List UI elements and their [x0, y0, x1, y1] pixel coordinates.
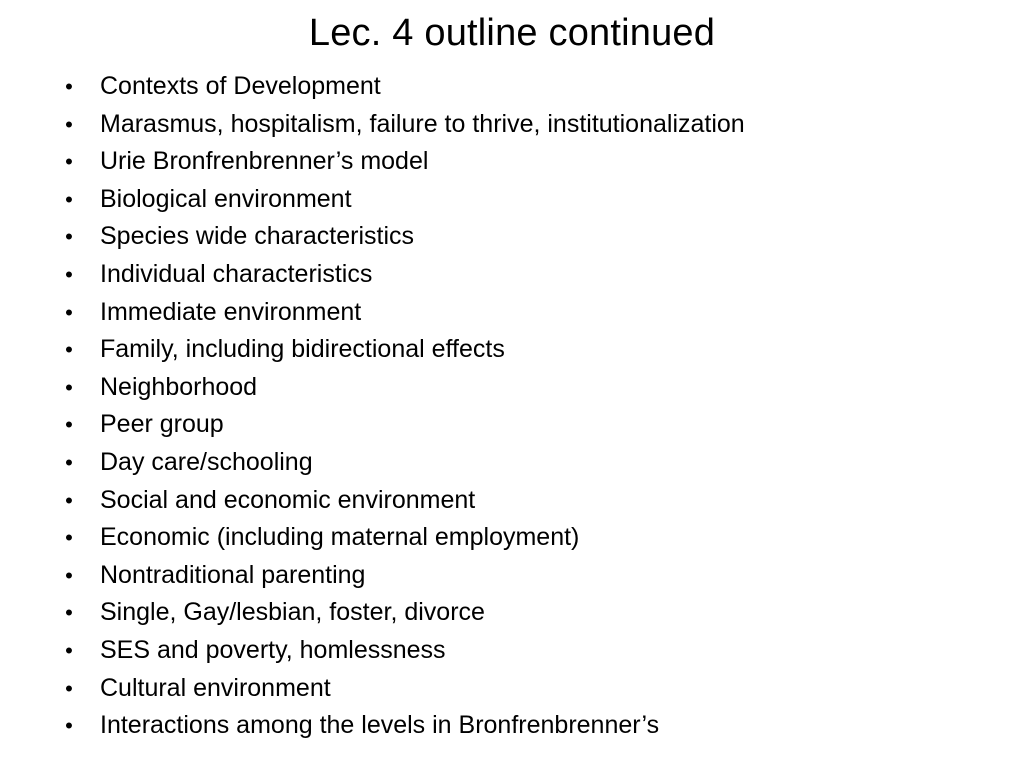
bullet-text: Peer group — [100, 410, 224, 439]
bullet-item — [0, 519, 1024, 557]
bullet-icon: • — [65, 562, 73, 588]
bullet-item — [0, 632, 1024, 670]
bullet-text: SES and poverty, homlessness — [100, 635, 446, 664]
bullet-item — [0, 181, 1024, 219]
bullet-icon: • — [65, 261, 73, 287]
bullet-text: Single, Gay/lesbian, foster, divorce — [100, 598, 485, 627]
bullet-icon: • — [65, 337, 73, 363]
bullet-icon: • — [65, 186, 73, 212]
slide-title: Lec. 4 outline continued — [308, 12, 716, 54]
bullet-text: Economic (including maternal employment) — [100, 523, 580, 552]
bullet-text: Marasmus, hospitalism, failure to thrive, institutionalization — [100, 109, 745, 138]
bullet-icon: • — [65, 299, 73, 325]
bullet-item — [0, 707, 1024, 745]
bullet-item — [0, 482, 1024, 520]
bullet-text: Species wide characteristics — [100, 222, 415, 251]
bullet-icon: • — [65, 374, 73, 400]
bullet-icon: • — [65, 713, 73, 739]
bullet-item — [0, 294, 1024, 332]
bullet-item — [0, 406, 1024, 444]
bullet-icon: • — [65, 111, 73, 137]
bullet-item — [0, 68, 1024, 106]
bullet-icon: • — [65, 149, 73, 175]
bullet-text: Day care/schooling — [100, 447, 313, 476]
bullet-text: Nontraditional parenting — [100, 560, 366, 589]
bullet-item — [0, 106, 1024, 144]
bullet-icon: • — [65, 525, 73, 551]
bullet-text: Urie Bronfrenbrenner’s model — [100, 147, 429, 176]
bullet-text: Contexts of Development — [100, 72, 381, 100]
bullet-text: Individual characteristics — [100, 259, 373, 288]
bullet-text: Biological environment — [100, 184, 352, 213]
bullet-icon: • — [65, 74, 73, 99]
bullet-item — [0, 331, 1024, 369]
bullet-icon: • — [65, 487, 73, 513]
bullet-icon: • — [65, 412, 73, 438]
bullet-item — [0, 557, 1024, 595]
bullet-item — [0, 670, 1024, 708]
bullet-item — [0, 143, 1024, 181]
bullet-item — [0, 444, 1024, 482]
bullet-icon: • — [65, 224, 73, 250]
bullet-icon: • — [65, 600, 73, 626]
bullet-icon: • — [65, 449, 73, 475]
bullet-item — [0, 256, 1024, 294]
bullet-item — [0, 594, 1024, 632]
bullet-icon: • — [65, 675, 73, 701]
bullet-text: Family, including bidirectional effects — [100, 335, 505, 364]
bullet-text: Neighborhood — [100, 372, 258, 401]
bullet-icon: • — [65, 637, 73, 663]
bullet-item — [0, 369, 1024, 407]
bullet-text: Social and economic environment — [100, 485, 476, 514]
bullet-text: Immediate environment — [100, 297, 362, 326]
bullet-text: Interactions among the levels in Bronfrenbrenner’s — [100, 711, 660, 740]
bullet-text: Cultural environment — [100, 673, 331, 702]
bullet-item — [0, 218, 1024, 256]
bullet-list — [0, 68, 1024, 745]
